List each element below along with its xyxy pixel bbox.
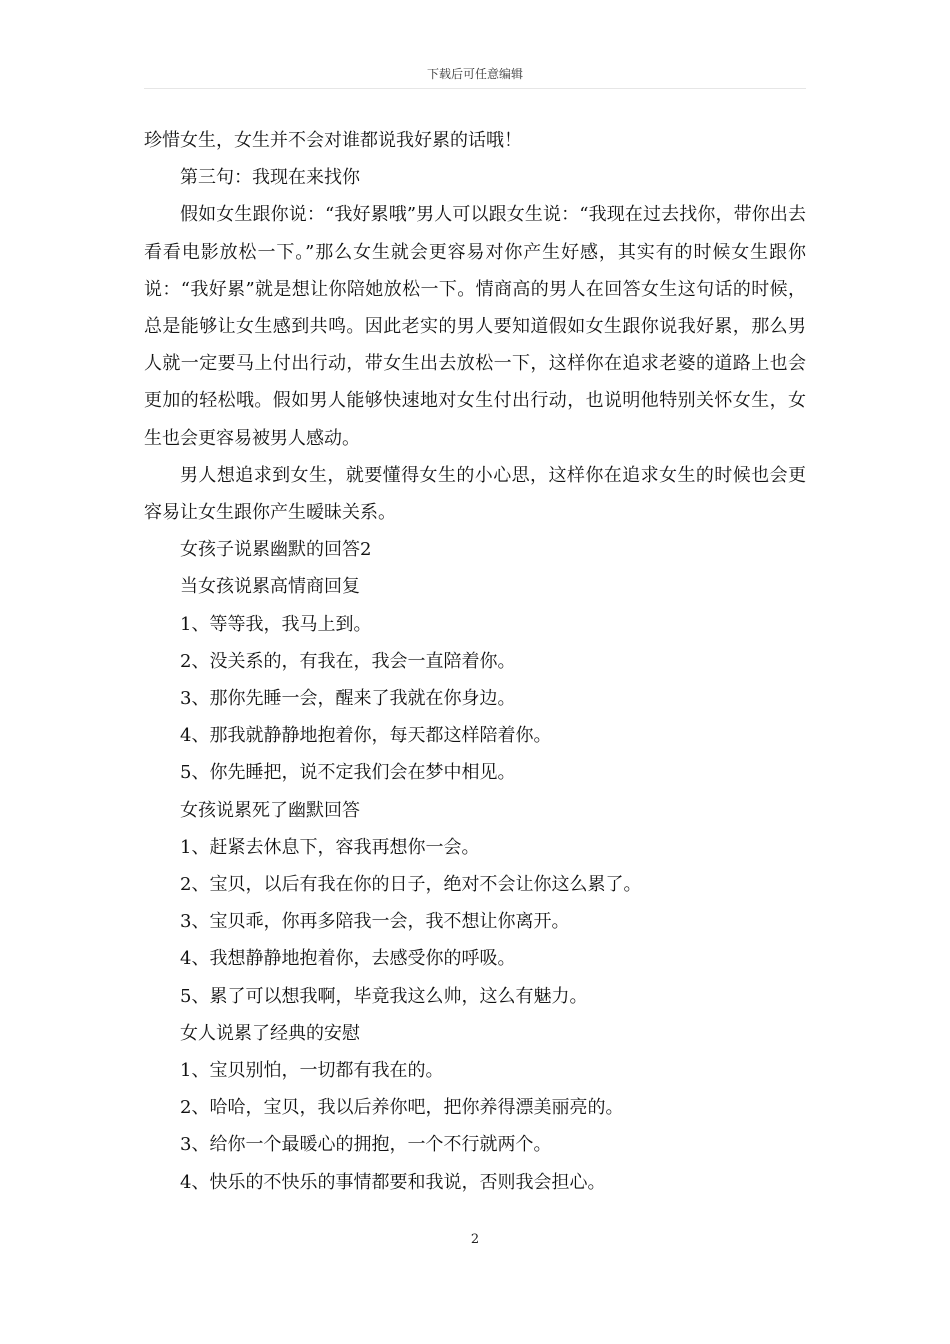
- paragraph: 1、赶紧去休息下，容我再想你一会。: [180, 836, 480, 858]
- paragraph: 3、那你先睡一会，醒来了我就在你身边。: [180, 688, 516, 710]
- paragraph: 男人想追求到女生，就要懂得女生的小心思，这样你在追求女生的时候也会更容易让女生跟你产生暧昧关系。: [144, 464, 806, 524]
- paragraph: 2、没关系的，有我在，我会一直陪着你。: [180, 650, 516, 672]
- paragraph: 假如女生跟你说：“我好累哦”男人可以跟女生说：“我现在过去找你，带你出去看看电影放松一下。”那么女生就会更容易对你产生好感，其实有的时候女生跟你说：“我好累”就是想让你陪她放松一下。情商高的男人在回答女生这句话的时候，总是能够让女生感到共鸣。因此老实的男人要知道假如女生跟你说我好累，那么男人就一定要马上付出行动，带女生出去放松一下，这样你在追求老婆的道路上也会更加的轻松哦。假如男人能够快速地对女生付出行动，也说明他特别关怀女生，女生也会更容易被男人感动。: [144, 204, 806, 449]
- page-header: 下载后可任意编辑: [426, 67, 523, 81]
- paragraph: 5、你先睡把，说不定我们会在梦中相见。: [180, 762, 516, 784]
- paragraph: 1、宝贝别怕，一切都有我在的。: [180, 1060, 444, 1082]
- paragraph: 2、宝贝，以后有我在你的日子，绝对不会让你这么累了。: [180, 874, 642, 896]
- document-body: [144, 122, 806, 1201]
- paragraph: 1、等等我，我马上到。: [180, 613, 372, 635]
- paragraph: 4、快乐的不快乐的事情都要和我说，否则我会担心。: [180, 1171, 606, 1193]
- paragraph: 5、累了可以想我啊，毕竟我这么帅，这么有魅力。: [180, 985, 588, 1007]
- paragraph: 女孩说累死了幽默回答: [180, 799, 360, 821]
- paragraph: 4、那我就静静地抱着你，每天都这样陪着你。: [180, 725, 552, 747]
- paragraph: 珍惜女生，女生并不会对谁都说我好累的话哦！: [144, 130, 522, 151]
- paragraph: 2、哈哈，宝贝，我以后养你吧，把你养得漂美丽亮的。: [180, 1097, 624, 1119]
- paragraph: 3、给你一个最暖心的拥抱，一个不行就两个。: [180, 1134, 552, 1156]
- paragraph: 女孩子说累幽默的回答2: [180, 539, 372, 561]
- paragraph: 当女孩说累高情商回复: [180, 576, 360, 598]
- page-number: 2: [470, 1232, 480, 1247]
- paragraph: 第三句：我现在来找你: [180, 167, 360, 189]
- header-divider: [144, 88, 806, 89]
- paragraph: 女人说累了经典的安慰: [180, 1022, 360, 1044]
- paragraph: 4、我想静静地抱着你，去感受你的呼吸。: [180, 948, 516, 970]
- paragraph: 3、宝贝乖，你再多陪我一会，我不想让你离开。: [180, 911, 570, 933]
